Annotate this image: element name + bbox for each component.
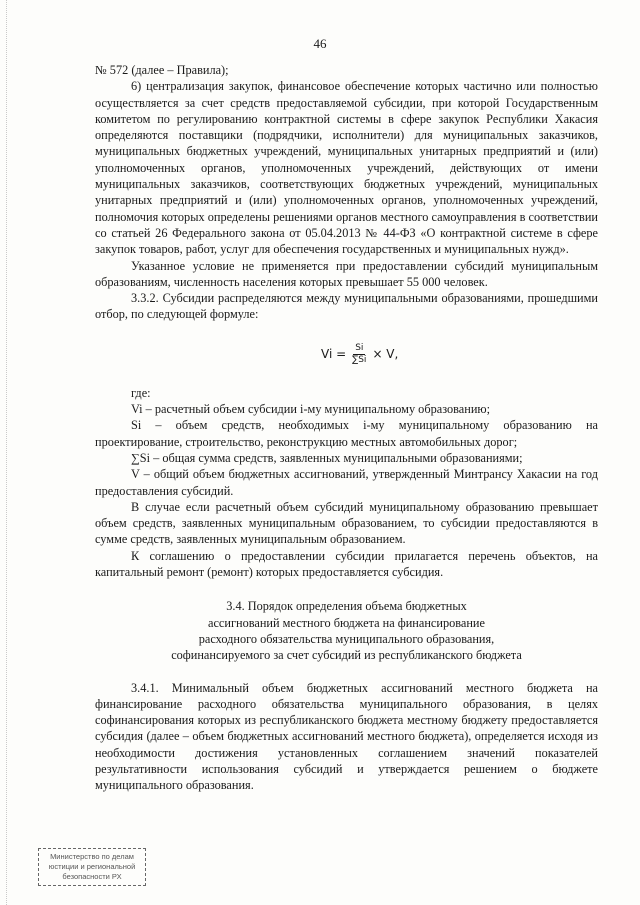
paragraph: ∑Si – общая сумма средств, заявленных муниципальными образованиями; xyxy=(131,450,523,465)
formula xyxy=(95,323,598,385)
section-title-line: расходного обязательства муниципального образования, xyxy=(198,631,495,646)
paragraph: 3.3.2. Субсидии распределяются между муниципальными образованиями, прошедшими отбор, по следующей формуле: xyxy=(95,291,598,322)
stamp-line: юстиции и региональной xyxy=(48,862,136,871)
paragraph: № 572 (далее – Правила); xyxy=(95,63,229,77)
registration-stamp xyxy=(38,848,146,886)
paragraph: Si – объем средств, необходимых i-му муниципальному образованию на проектирование, строительство, реконструкцию местных автомобильных дорог; xyxy=(95,418,598,449)
paragraph: Указанное условие не применяется при предоставлении субсидий муниципальным образованиям, численность населения которых превышает 55 000 человек. xyxy=(95,258,598,289)
formula-rhs: × V, xyxy=(372,347,399,362)
formula-denominator: ∑Si xyxy=(352,354,367,365)
paragraph: В случае если расчетный объем субсидий муниципальному образованию превышает объем средств, заявленных муниципальным образованием, то субсидии предоставляются в сумме средств, заявленных муниципальным образованием. xyxy=(95,499,598,547)
paragraph: где: xyxy=(131,385,151,400)
page-edge xyxy=(6,0,8,905)
formula-fraction xyxy=(352,343,366,366)
paragraph: Vi – расчетный объем субсидии i-му муниципальному образованию; xyxy=(131,402,490,417)
paragraph: К соглашению о предоставлении субсидии прилагается перечень объектов, на капитальный ремонт (ремонт) которых предоставляется субсидия. xyxy=(95,548,598,580)
stamp-line: Министерство по делам xyxy=(50,852,134,861)
page-number: 46 xyxy=(313,36,327,51)
formula-numerator: Si xyxy=(355,342,364,353)
section-title-line: софинансируемого за счет субсидий из республиканского бюджета xyxy=(171,648,522,663)
section-title-line: 3.4. Порядок определения объема бюджетных xyxy=(226,599,467,614)
paragraph: V – общий объем бюджетных ассигнований, утвержденный Минтрансу Хакасии на год предоставления субсидий. xyxy=(95,467,598,498)
section-title xyxy=(95,598,598,663)
paragraph: 6) централизация закупок, финансовое обеспечение которых частично или полностью осуществляется за счет средств предоставляемой субсидии, при которой Государственным комитетом по регулированию контрактной системы в сфере закупок Республики Хакасия определяются поставщики (подрядчики, исполнители) для муниципальных заказчиков, муниципальных бюджетных учреждений, муниципальных унитарных предприятий и (или) уполномоченных органов, уполномоченных учреждений, действующих от имени муниципальных заказчиков, соответствующих бюджетных учреждений, муниципальных унитарных предприятий и (или) уполномоченных органов, уполномоченных учреждений, полномочия которых определены решениями органов местного самоуправления в соответствии со статьей 26 Федерального закона от 05.04.2013 № 44-ФЗ «О контрактной системе в сфере закупок товаров, работ, услуг для обеспечения государственных и муниципальных нужд». xyxy=(95,79,598,257)
paragraph: 3.4.1. Минимальный объем бюджетных ассигнований местного бюджета на финансирование расходного обязательства муниципального образования, в целях софинансирования которых из республиканского бюджета местному бюджету предоставляется субсидия (далее – объем бюджетных ассигнований местного бюджета), определяется исходя из необходимости достижения установленных соглашением значений показателей результативности использования субсидий и утверждается решением о бюджете муниципального образования. xyxy=(95,680,598,793)
document-body xyxy=(95,62,598,794)
formula-lhs: Vi = xyxy=(321,347,347,362)
section-title-line: ассигнований местного бюджета на финансирование xyxy=(208,615,485,630)
stamp-line: безопасности РХ xyxy=(62,872,122,881)
